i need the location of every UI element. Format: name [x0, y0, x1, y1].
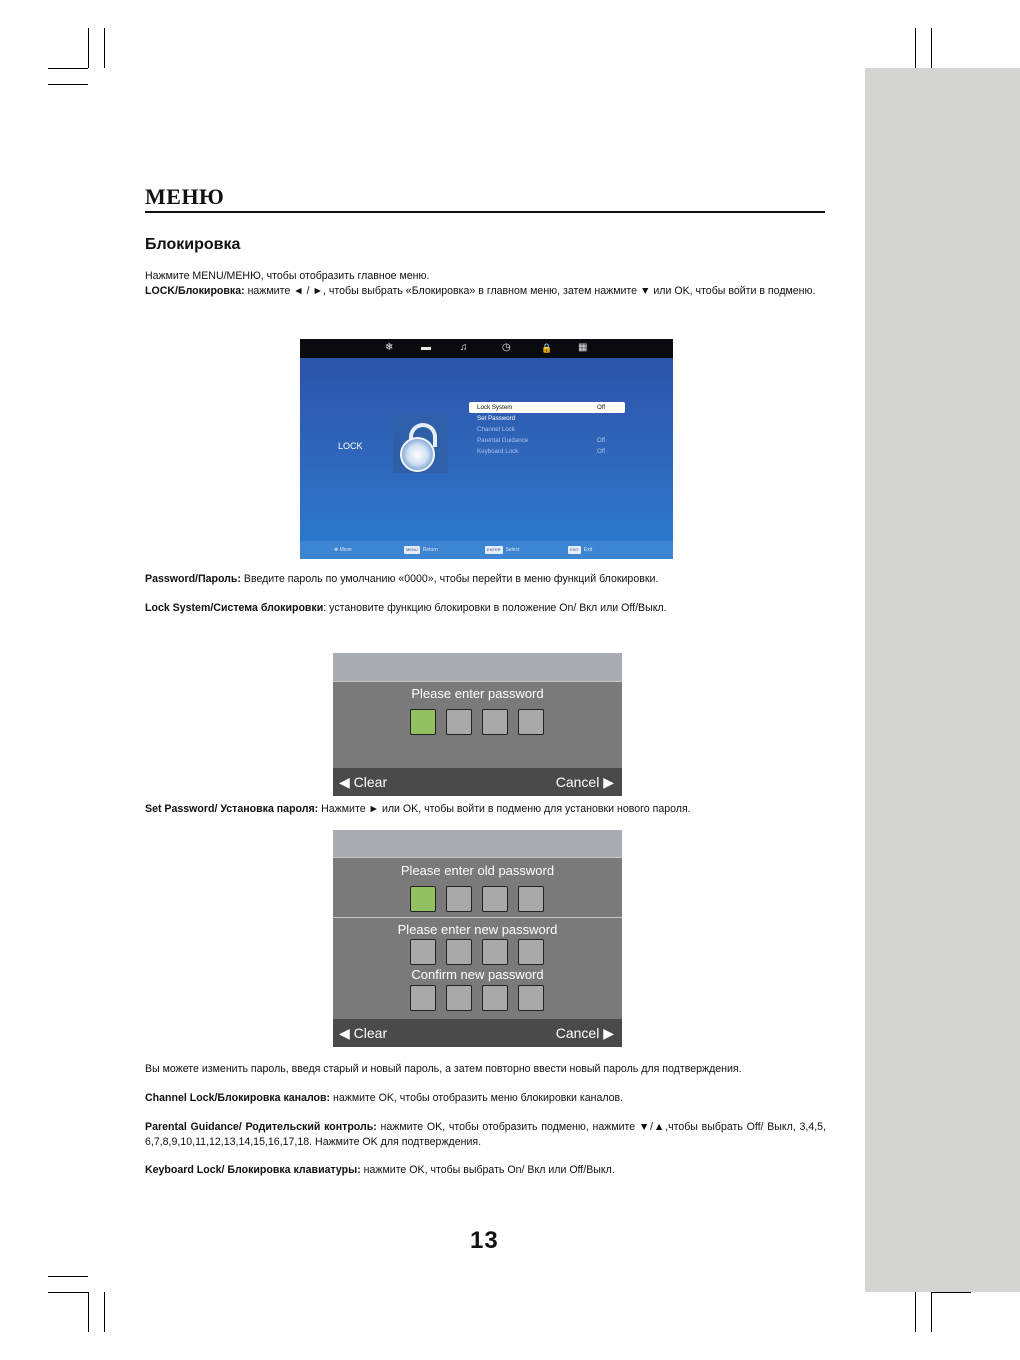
dialog-header [333, 830, 622, 858]
tv-lock-menu-screen [300, 339, 673, 559]
confirm-password-digit-2[interactable] [446, 985, 472, 1011]
menu-item-value: Off [597, 448, 606, 455]
menu-item-channel-lock[interactable] [469, 424, 625, 435]
parental-guidance-paragraph [145, 1120, 826, 1149]
change-password-dialog [333, 830, 622, 1047]
tv-top-bar [300, 339, 673, 358]
hint-move [334, 546, 352, 554]
new-password-digit-4[interactable] [518, 939, 544, 965]
old-password-prompt: Please enter old password [400, 863, 555, 878]
channel-lock-paragraph [145, 1091, 826, 1106]
crop-mark [88, 1292, 89, 1332]
new-password-digit-3[interactable] [482, 939, 508, 965]
crop-mark [915, 1292, 916, 1332]
crop-mark [48, 1292, 88, 1293]
padlock-body [400, 437, 435, 472]
hint-exit [568, 546, 592, 554]
lock-text: нажмите ◄ / ►, чтобы выбрать «Блокировка» в главном меню, затем нажмите ▼ или OK, чтобы войти в подменю. [244, 284, 816, 297]
padlock-icon [393, 415, 448, 473]
menu-item-lock-system[interactable] [469, 402, 625, 413]
crop-mark [931, 28, 932, 68]
title-rule [145, 211, 825, 213]
move-icon: ✥ [334, 547, 340, 553]
channel-lock-text: нажмите OK, чтобы отобразить меню блокировки каналов. [330, 1092, 624, 1104]
password-paragraph [145, 572, 826, 587]
dialog-footer [333, 1019, 622, 1047]
exit-key: EXIT [570, 547, 579, 552]
parental-guidance-term: Parental Guidance/ Родительский контроль: [145, 1121, 377, 1133]
intro-line: Нажмите MENU/МЕНЮ, чтобы отобразить главное меню. [145, 270, 430, 282]
keyboard-lock-paragraph [145, 1163, 826, 1178]
dialog-separator [333, 917, 622, 918]
time-icon[interactable]: ◷ [502, 342, 511, 353]
lock-system-paragraph [145, 601, 826, 616]
menu-item-label: Parental Guidance [477, 437, 529, 444]
menu-item-label: Keyboard Lock [477, 448, 519, 455]
old-password-digit-2[interactable] [446, 886, 472, 912]
hint-exit-label: Exit [583, 547, 593, 553]
crop-mark [104, 28, 105, 68]
hint-return-label: Return [422, 547, 438, 553]
hint-select-label: Select [505, 547, 520, 553]
crop-mark [48, 68, 88, 69]
crop-mark [931, 1292, 932, 1332]
menu-item-label: Lock System [477, 404, 513, 411]
password-text: Введите пароль по умолчанию «0000», чтобы перейти в меню функций блокировки. [240, 573, 659, 585]
password-term: Password/Пароль: [145, 573, 241, 585]
cancel-button[interactable]: Cancel ▶ [555, 774, 614, 790]
menu-item-parental-guidance[interactable] [469, 435, 625, 446]
clear-button[interactable]: ◀ Clear [339, 774, 388, 790]
menu-key: MENU [406, 547, 418, 552]
tv-section-label: LOCK [338, 441, 363, 451]
password-digit-3[interactable] [482, 709, 508, 735]
confirm-password-digit-1[interactable] [410, 985, 436, 1011]
old-password-digit-4[interactable] [518, 886, 544, 912]
set-password-text: Нажмите ► или OK, чтобы войти в подменю для установки нового пароля. [318, 803, 691, 815]
password-digit-2[interactable] [446, 709, 472, 735]
confirm-password-prompt: Confirm new password [411, 967, 544, 982]
set-password-term: Set Password/ Установка пароля: [145, 803, 319, 815]
sound-icon[interactable]: ♫ [460, 342, 468, 353]
side-tab [865, 68, 1020, 1292]
dialog-header [333, 653, 622, 681]
password-dialog [333, 653, 622, 796]
menu-item-label: Channel Lock [477, 426, 515, 433]
old-password-digit-3[interactable] [482, 886, 508, 912]
lock-system-text: : установите функцию блокировки в положение On/ Вкл или Off/Выкл. [323, 602, 667, 614]
crop-mark [915, 28, 916, 68]
section-title: Блокировка [145, 236, 241, 253]
crop-mark [931, 1292, 971, 1293]
lock-system-term: Lock System/Система блокировки [145, 602, 324, 614]
enter-key: ENTER [487, 547, 501, 552]
menu-item-set-password[interactable] [469, 413, 625, 424]
menu-item-value: Off [597, 404, 606, 411]
confirm-password-digit-4[interactable] [518, 985, 544, 1011]
old-password-digit-1[interactable] [410, 886, 436, 912]
intro-paragraph [145, 269, 826, 298]
clear-button[interactable]: ◀ Clear [339, 1025, 388, 1041]
page-title: МЕНЮ [145, 184, 225, 209]
crop-mark [88, 28, 89, 68]
hint-move-label: Move [339, 547, 352, 553]
menu-item-keyboard-lock[interactable] [469, 446, 625, 457]
page-number: 13 [470, 1227, 499, 1254]
menu-item-value: Off [597, 437, 606, 444]
lock-instruction [145, 284, 826, 299]
hint-return [404, 546, 438, 554]
dialog-footer [333, 768, 622, 796]
hint-select [485, 546, 519, 554]
new-password-digit-1[interactable] [410, 939, 436, 965]
keyboard-lock-text: нажмите OK, чтобы выбрать On/ Вкл или Off/Выкл. [360, 1164, 615, 1176]
menu-item-label: Set Password [477, 415, 516, 422]
change-password-paragraph: Вы можете изменить пароль, введя старый и новый пароль, а затем повторно ввести новый пароль для подтверждения. [145, 1063, 742, 1075]
cancel-button[interactable]: Cancel ▶ [555, 1025, 614, 1041]
password-prompt: Please enter password [411, 686, 544, 701]
lock-icon[interactable]: 🔒 [541, 343, 553, 353]
confirm-password-digit-3[interactable] [482, 985, 508, 1011]
picture-icon[interactable]: ❄ [385, 342, 394, 353]
password-digit-1[interactable] [410, 709, 436, 735]
screen-icon[interactable]: ▬ [421, 342, 431, 353]
channel-lock-term: Channel Lock/Блокировка каналов: [145, 1092, 331, 1104]
new-password-prompt: Please enter new password [397, 922, 558, 937]
crop-mark [48, 1276, 88, 1277]
password-digit-4[interactable] [518, 709, 544, 735]
setup-icon[interactable]: ▦ [578, 342, 588, 353]
keyboard-lock-term: Keyboard Lock/ Блокировка клавиатуры: [145, 1164, 361, 1176]
crop-mark [48, 84, 88, 85]
parental-guidance-text: нажмите OK, чтобы отобразить подменю, нажмите ▼/▲,чтобы выбрать Off/ Выкл, 3,4,5, 6,7,8,9,10,11,12,13,14,15,16,17,18. Нажмите OK для подтверждения. [145, 1121, 826, 1148]
new-password-digit-2[interactable] [446, 939, 472, 965]
tv-lock-menu [469, 402, 625, 457]
dialog-separator [333, 857, 622, 858]
tv-hint-bar [300, 541, 673, 559]
dialog-separator [333, 681, 622, 682]
crop-mark [104, 1292, 105, 1332]
lock-term: LOCK/Блокировка: [145, 284, 245, 297]
set-password-paragraph [145, 802, 826, 817]
